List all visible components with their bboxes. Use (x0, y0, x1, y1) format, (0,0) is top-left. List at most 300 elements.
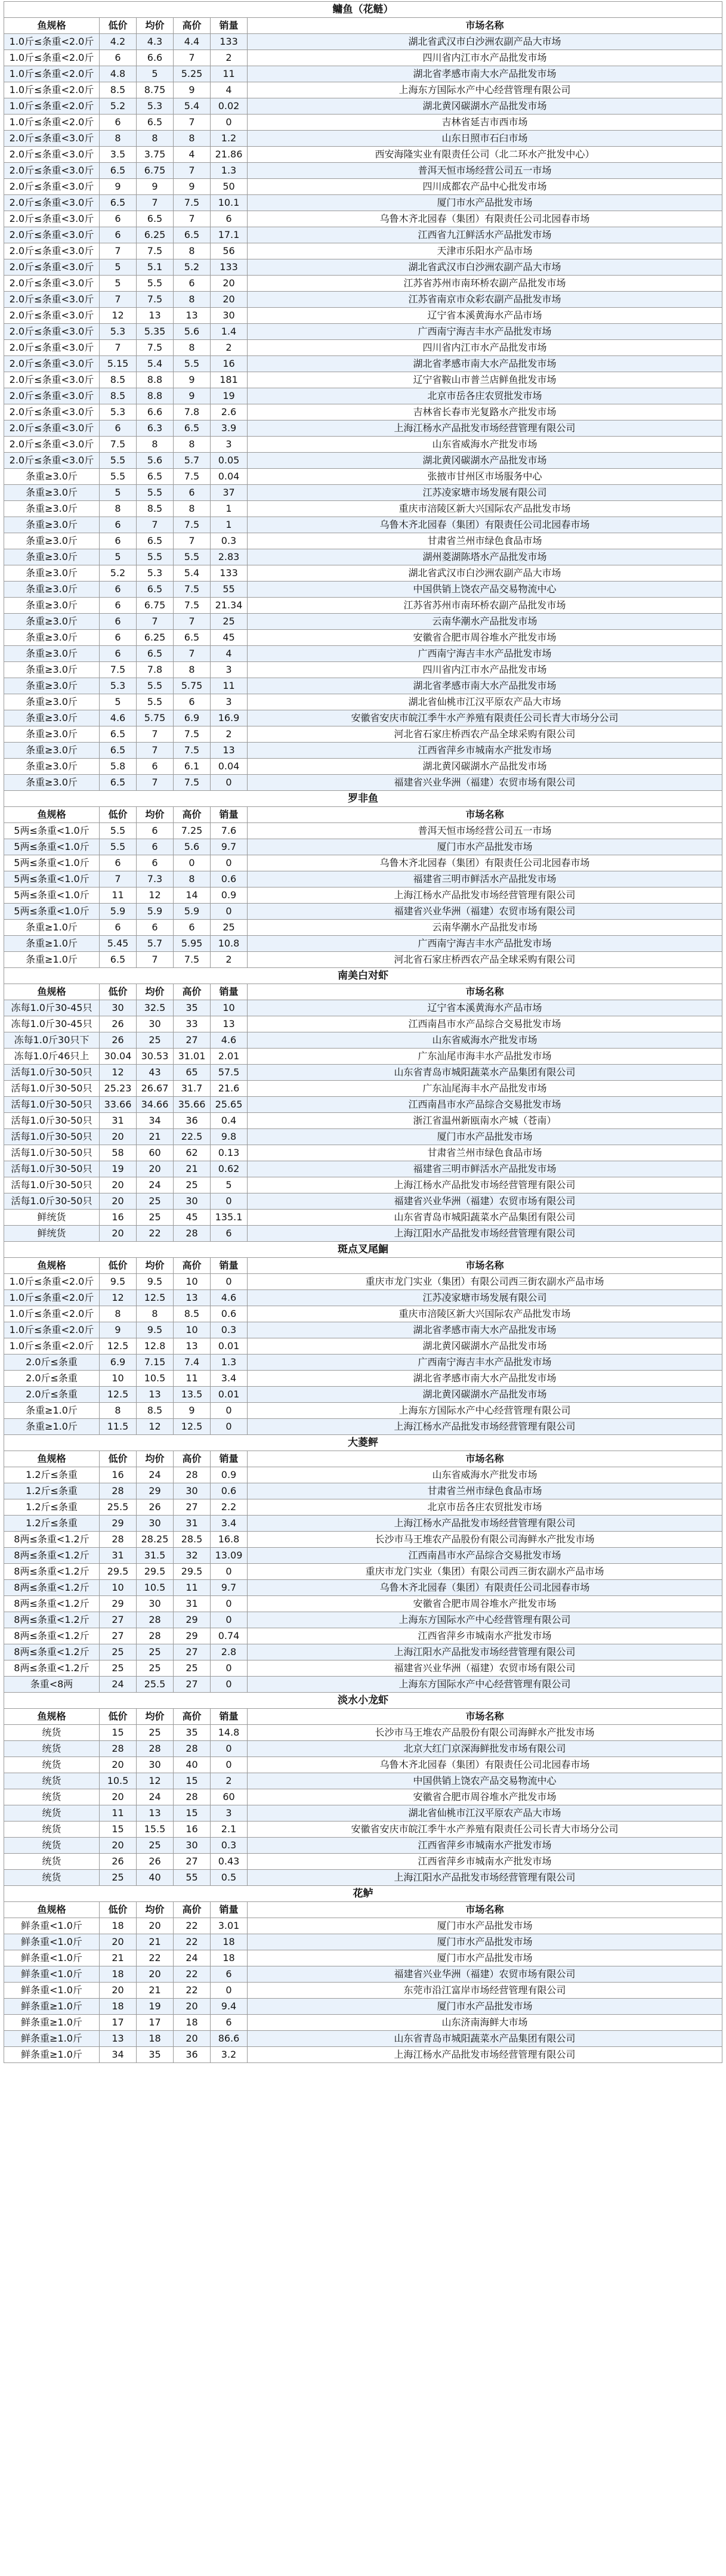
spec-cell: 1.0斤≤条重<2.0斤 (4, 1306, 100, 1322)
high-price-cell: 28 (174, 1467, 211, 1483)
column-header-volume: 销量 (211, 18, 248, 34)
high-price-cell: 8 (174, 501, 211, 517)
spec-cell: 1.0斤≤条重<2.0斤 (4, 1290, 100, 1306)
section-title-row (4, 791, 722, 807)
market-name-cell: 长沙市马王堆农产品股份有限公司海鲜水产批发市场 (248, 1532, 722, 1548)
spec-cell: 鲜条重<1.0斤 (4, 1950, 100, 1966)
low-price-cell: 10 (100, 1580, 137, 1596)
volume-cell: 30 (211, 308, 248, 324)
market-name-cell: 江西省萍乡市城南水产批发市场 (248, 1628, 722, 1644)
market-name-cell: 湖北省武汉市白沙洲农副产品大市场 (248, 259, 722, 276)
high-price-cell: 7.5 (174, 726, 211, 743)
volume-cell: 13.09 (211, 1548, 248, 1564)
low-price-cell: 8.5 (100, 388, 137, 404)
low-price-cell: 20 (100, 1129, 137, 1145)
avg-price-cell: 24 (137, 1467, 174, 1483)
volume-cell: 0.6 (211, 1306, 248, 1322)
avg-price-cell: 9 (137, 179, 174, 195)
column-header-low: 低价 (100, 1709, 137, 1725)
table-row (4, 1773, 722, 1789)
market-name-cell: 江西省萍乡市城南水产批发市场 (248, 743, 722, 759)
volume-cell: 50 (211, 179, 248, 195)
avg-price-cell: 34 (137, 1113, 174, 1129)
market-name-cell: 甘肃省兰州市绿色食品市场 (248, 1483, 722, 1499)
avg-price-cell: 6.75 (137, 163, 174, 179)
high-price-cell: 28 (174, 1226, 211, 1242)
high-price-cell: 13 (174, 1290, 211, 1306)
low-price-cell: 8.5 (100, 82, 137, 98)
spec-cell: 活每1.0斤30-50只 (4, 1113, 100, 1129)
low-price-cell: 5 (100, 549, 137, 565)
avg-price-cell: 28.25 (137, 1532, 174, 1548)
volume-cell: 14.8 (211, 1725, 248, 1741)
low-price-cell: 33.66 (100, 1097, 137, 1113)
market-name-cell: 乌鲁木齐北园春（集团）有限责任公司北园春市场 (248, 211, 722, 227)
market-name-cell: 湖州菱湖陈塔水产品批发市场 (248, 549, 722, 565)
volume-cell: 133 (211, 259, 248, 276)
spec-cell: 条重≥1.0斤 (4, 920, 100, 936)
high-price-cell: 65 (174, 1065, 211, 1081)
market-name-cell: 云南华潮水产品批发市场 (248, 920, 722, 936)
table-row (4, 1548, 722, 1564)
volume-cell: 6 (211, 211, 248, 227)
low-price-cell: 9 (100, 1322, 137, 1338)
volume-cell: 11 (211, 66, 248, 82)
spec-cell: 条重≥3.0斤 (4, 646, 100, 662)
market-name-cell: 重庆市涪陵区新大兴国际农产品批发市场 (248, 1306, 722, 1322)
spec-cell: 8两≤条重<1.2斤 (4, 1612, 100, 1628)
column-header-avg: 均价 (137, 807, 174, 823)
high-price-cell: 7 (174, 163, 211, 179)
low-price-cell: 4.6 (100, 710, 137, 726)
volume-cell: 9.4 (211, 1999, 248, 2015)
low-price-cell: 6 (100, 50, 137, 66)
volume-cell: 3.9 (211, 420, 248, 437)
low-price-cell: 27 (100, 1628, 137, 1644)
high-price-cell: 4 (174, 147, 211, 163)
market-name-cell: 厦门市水产品批发市场 (248, 1999, 722, 2015)
spec-cell: 2.0斤≤条重<3.0斤 (4, 324, 100, 340)
table-row (4, 1355, 722, 1371)
high-price-cell: 28.5 (174, 1532, 211, 1548)
table-row (4, 1660, 722, 1677)
table-row (4, 420, 722, 437)
volume-cell: 0 (211, 1757, 248, 1773)
market-name-cell: 湖北省孝感市南大水产品批发市场 (248, 1322, 722, 1338)
column-header-spec: 鱼规格 (4, 984, 100, 1000)
high-price-cell: 8 (174, 437, 211, 453)
spec-cell: 冻每1.0斤30-45只 (4, 1000, 100, 1016)
header-row (4, 1709, 722, 1725)
column-header-spec: 鱼规格 (4, 807, 100, 823)
avg-price-cell: 25 (137, 1193, 174, 1210)
avg-price-cell: 6.6 (137, 50, 174, 66)
market-name-cell: 山东省青岛市城阳蔬菜水产品集团有限公司 (248, 1065, 722, 1081)
table-row (4, 614, 722, 630)
avg-price-cell: 10.5 (137, 1371, 174, 1387)
spec-cell: 冻每1.0斤30只下 (4, 1032, 100, 1049)
spec-cell: 1.0斤≤条重<2.0斤 (4, 115, 100, 131)
low-price-cell: 20 (100, 1226, 137, 1242)
market-name-cell: 西安海隆实业有限责任公司（北二环水产批发中心） (248, 147, 722, 163)
low-price-cell: 6.5 (100, 726, 137, 743)
section-title: 花鲈 (4, 1886, 722, 1902)
spec-cell: 条重≥3.0斤 (4, 533, 100, 549)
low-price-cell: 5.8 (100, 759, 137, 775)
volume-cell: 2.2 (211, 1499, 248, 1516)
high-price-cell: 7 (174, 646, 211, 662)
table-row (4, 1516, 722, 1532)
avg-price-cell: 22 (137, 1950, 174, 1966)
volume-cell: 9.7 (211, 839, 248, 855)
high-price-cell: 27 (174, 1032, 211, 1049)
volume-cell: 0.01 (211, 1338, 248, 1355)
spec-cell: 条重≥3.0斤 (4, 469, 100, 485)
volume-cell: 0.4 (211, 1113, 248, 1129)
low-price-cell: 6.5 (100, 163, 137, 179)
low-price-cell: 20 (100, 1838, 137, 1854)
high-price-cell: 5.2 (174, 259, 211, 276)
spec-cell: 鲜条重≥1.0斤 (4, 2015, 100, 2031)
section-title: 鳙鱼（花鲢） (4, 2, 722, 18)
market-name-cell: 乌鲁木齐北园春（集团）有限责任公司北园春市场 (248, 517, 722, 533)
spec-cell: 8两≤条重<1.2斤 (4, 1596, 100, 1612)
avg-price-cell: 31.5 (137, 1548, 174, 1564)
low-price-cell: 6.5 (100, 195, 137, 211)
volume-cell: 2.6 (211, 404, 248, 420)
low-price-cell: 30 (100, 1000, 137, 1016)
spec-cell: 条重≥3.0斤 (4, 694, 100, 710)
market-name-cell: 湖北黄冈碳湖水产品批发市场 (248, 98, 722, 115)
avg-price-cell: 28 (137, 1741, 174, 1757)
volume-cell: 3.4 (211, 1516, 248, 1532)
column-header-high: 高价 (174, 984, 211, 1000)
low-price-cell: 6 (100, 582, 137, 598)
table-row (4, 163, 722, 179)
volume-cell: 0.6 (211, 1483, 248, 1499)
table-row (4, 211, 722, 227)
spec-cell: 8两≤条重<1.2斤 (4, 1548, 100, 1564)
low-price-cell: 15 (100, 1725, 137, 1741)
market-name-cell: 江苏凌家塘市场发展有限公司 (248, 1290, 722, 1306)
low-price-cell: 31 (100, 1113, 137, 1129)
high-price-cell: 13.5 (174, 1387, 211, 1403)
avg-price-cell: 5.3 (137, 98, 174, 115)
spec-cell: 8两≤条重<1.2斤 (4, 1532, 100, 1548)
table-row (4, 469, 722, 485)
spec-cell: 条重≥3.0斤 (4, 582, 100, 598)
market-name-cell: 张掖市甘州区市场服务中心 (248, 469, 722, 485)
high-price-cell: 13 (174, 1338, 211, 1355)
column-header-low: 低价 (100, 18, 137, 34)
spec-cell: 条重≥3.0斤 (4, 775, 100, 791)
high-price-cell: 6 (174, 485, 211, 501)
market-name-cell: 湖北省孝感市南大水产品批发市场 (248, 356, 722, 372)
volume-cell: 11 (211, 678, 248, 694)
market-name-cell: 湖北黄冈碳湖水产品批发市场 (248, 759, 722, 775)
high-price-cell: 31 (174, 1596, 211, 1612)
avg-price-cell: 5.6 (137, 453, 174, 469)
spec-cell: 2.0斤≤条重<3.0斤 (4, 243, 100, 259)
avg-price-cell: 34.66 (137, 1097, 174, 1113)
avg-price-cell: 25 (137, 1725, 174, 1741)
high-price-cell: 18 (174, 2015, 211, 2031)
table-row (4, 1226, 722, 1242)
high-price-cell: 6 (174, 694, 211, 710)
spec-cell: 1.0斤≤条重<2.0斤 (4, 34, 100, 50)
market-name-cell: 安徽省安庆市皖江季牛水产养殖有限责任公司长青大市场分公司 (248, 1822, 722, 1838)
column-header-avg: 均价 (137, 1258, 174, 1274)
column-header-market: 市场名称 (248, 1709, 722, 1725)
table-row (4, 759, 722, 775)
volume-cell: 16 (211, 356, 248, 372)
column-header-volume: 销量 (211, 807, 248, 823)
market-name-cell: 上海江杨水产品批发市场经营管理有限公司 (248, 2047, 722, 2063)
spec-cell: 2.0斤≤条重<3.0斤 (4, 453, 100, 469)
table-row (4, 565, 722, 582)
low-price-cell: 6 (100, 420, 137, 437)
low-price-cell: 5.5 (100, 823, 137, 839)
volume-cell: 21.6 (211, 1081, 248, 1097)
spec-cell: 2.0斤≤条重<3.0斤 (4, 195, 100, 211)
section-title-row (4, 1693, 722, 1709)
high-price-cell: 7 (174, 50, 211, 66)
market-name-cell: 上海江阳水产品批发市场经营管理有限公司 (248, 1870, 722, 1886)
market-name-cell: 江苏省南京市众彩农副产品批发市场 (248, 292, 722, 308)
avg-price-cell: 12 (137, 887, 174, 904)
avg-price-cell: 6.5 (137, 115, 174, 131)
column-header-spec: 鱼规格 (4, 18, 100, 34)
volume-cell: 2 (211, 952, 248, 968)
low-price-cell: 25 (100, 1660, 137, 1677)
table-row (4, 1870, 722, 1886)
table-row (4, 1032, 722, 1049)
volume-cell: 0 (211, 1596, 248, 1612)
spec-cell: 条重≥1.0斤 (4, 952, 100, 968)
high-price-cell: 6.5 (174, 227, 211, 243)
avg-price-cell: 13 (137, 1805, 174, 1822)
spec-cell: 2.0斤≤条重<3.0斤 (4, 292, 100, 308)
table-row (4, 1789, 722, 1805)
avg-price-cell: 35 (137, 2047, 174, 2063)
avg-price-cell: 7.5 (137, 243, 174, 259)
avg-price-cell: 9.5 (137, 1322, 174, 1338)
high-price-cell: 55 (174, 1870, 211, 1886)
section-title: 淡水小龙虾 (4, 1693, 722, 1709)
table-row (4, 308, 722, 324)
table-row (4, 485, 722, 501)
avg-price-cell: 12 (137, 1419, 174, 1435)
low-price-cell: 15 (100, 1822, 137, 1838)
low-price-cell: 34 (100, 2047, 137, 2063)
avg-price-cell: 6.5 (137, 533, 174, 549)
avg-price-cell: 17 (137, 2015, 174, 2031)
avg-price-cell: 9.5 (137, 1274, 174, 1290)
avg-price-cell: 21 (137, 1983, 174, 1999)
market-name-cell: 安徽省合肥市周谷堆水产批发市场 (248, 1596, 722, 1612)
spec-cell: 1.0斤≤条重<2.0斤 (4, 1322, 100, 1338)
table-row (4, 1644, 722, 1660)
avg-price-cell: 5.5 (137, 485, 174, 501)
avg-price-cell: 30 (137, 1596, 174, 1612)
table-row (4, 743, 722, 759)
high-price-cell: 7.8 (174, 404, 211, 420)
column-header-market: 市场名称 (248, 984, 722, 1000)
table-row (4, 662, 722, 678)
column-header-low: 低价 (100, 1451, 137, 1467)
spec-cell: 5两≤条重<1.0斤 (4, 871, 100, 887)
market-name-cell: 中国供销上饶农产品交易物流中心 (248, 582, 722, 598)
spec-cell: 冻每1.0斤30-45只 (4, 1016, 100, 1032)
avg-price-cell: 43 (137, 1065, 174, 1081)
table-row (4, 1338, 722, 1355)
avg-price-cell: 26 (137, 1499, 174, 1516)
low-price-cell: 20 (100, 1193, 137, 1210)
market-name-cell: 天津市乐阳水产品市场 (248, 243, 722, 259)
market-name-cell: 江西省九江鲜活水产品批发市场 (248, 227, 722, 243)
high-price-cell: 7.4 (174, 1355, 211, 1371)
market-name-cell: 河北省石家庄桥西农产品全球采购有限公司 (248, 726, 722, 743)
volume-cell: 0 (211, 1983, 248, 1999)
volume-cell: 0 (211, 1564, 248, 1580)
table-row (4, 1049, 722, 1065)
table-row (4, 1838, 722, 1854)
market-name-cell: 厦门市水产品批发市场 (248, 1934, 722, 1950)
market-name-cell: 上海江杨水产品批发市场经营管理有限公司 (248, 887, 722, 904)
column-header-market: 市场名称 (248, 18, 722, 34)
table-row (4, 920, 722, 936)
market-name-cell: 四川成都农产品中心批发市场 (248, 179, 722, 195)
market-name-cell: 湖北黄冈碳湖水产品批发市场 (248, 1387, 722, 1403)
market-name-cell: 上海江杨水产品批发市场经营管理有限公司 (248, 1177, 722, 1193)
volume-cell: 0 (211, 1403, 248, 1419)
low-price-cell: 12.5 (100, 1338, 137, 1355)
avg-price-cell: 25 (137, 1644, 174, 1660)
market-name-cell: 乌鲁木齐北园春（集团）有限责任公司北园春市场 (248, 1580, 722, 1596)
table-row (4, 726, 722, 743)
volume-cell: 45 (211, 630, 248, 646)
low-price-cell: 6 (100, 517, 137, 533)
avg-price-cell: 6 (137, 855, 174, 871)
avg-price-cell: 6.6 (137, 404, 174, 420)
table-row (4, 1822, 722, 1838)
table-row (4, 1628, 722, 1644)
column-header-high: 高价 (174, 1451, 211, 1467)
spec-cell: 2.0斤≤条重 (4, 1387, 100, 1403)
column-header-high: 高价 (174, 807, 211, 823)
avg-price-cell: 15.5 (137, 1822, 174, 1838)
spec-cell: 1.2斤≤条重 (4, 1467, 100, 1483)
column-header-market: 市场名称 (248, 1902, 722, 1918)
volume-cell: 0.3 (211, 1838, 248, 1854)
high-price-cell: 10 (174, 1274, 211, 1290)
volume-cell: 1.4 (211, 324, 248, 340)
high-price-cell: 29.5 (174, 1564, 211, 1580)
low-price-cell: 26 (100, 1016, 137, 1032)
table-row (4, 1677, 722, 1693)
avg-price-cell: 6.5 (137, 646, 174, 662)
market-name-cell: 云南华潮水产品批发市场 (248, 614, 722, 630)
volume-cell: 2.83 (211, 549, 248, 565)
volume-cell: 55 (211, 582, 248, 598)
spec-cell: 统货 (4, 1757, 100, 1773)
section-title: 斑点叉尾鮰 (4, 1242, 722, 1258)
low-price-cell: 25 (100, 1870, 137, 1886)
high-price-cell: 7.5 (174, 517, 211, 533)
market-name-cell: 厦门市水产品批发市场 (248, 1950, 722, 1966)
low-price-cell: 6 (100, 211, 137, 227)
spec-cell: 条重≥3.0斤 (4, 501, 100, 517)
high-price-cell: 7.25 (174, 823, 211, 839)
avg-price-cell: 13 (137, 308, 174, 324)
spec-cell: 活每1.0斤30-50只 (4, 1129, 100, 1145)
spec-cell: 2.0斤≤条重<3.0斤 (4, 437, 100, 453)
avg-price-cell: 5.5 (137, 276, 174, 292)
high-price-cell: 28 (174, 1789, 211, 1805)
table-row (4, 227, 722, 243)
avg-price-cell: 7 (137, 952, 174, 968)
table-row (4, 1306, 722, 1322)
market-name-cell: 吉林省延吉市西市场 (248, 115, 722, 131)
column-header-high: 高价 (174, 1709, 211, 1725)
table-row (4, 1210, 722, 1226)
market-name-cell: 上海东方国际水产中心经营管理有限公司 (248, 1403, 722, 1419)
avg-price-cell: 28 (137, 1628, 174, 1644)
spec-cell: 统货 (4, 1870, 100, 1886)
avg-price-cell: 8 (137, 131, 174, 147)
high-price-cell: 8 (174, 292, 211, 308)
volume-cell: 57.5 (211, 1065, 248, 1081)
avg-price-cell: 12.8 (137, 1338, 174, 1355)
table-row (4, 131, 722, 147)
low-price-cell: 31 (100, 1548, 137, 1564)
avg-price-cell: 7 (137, 743, 174, 759)
market-name-cell: 安徽省合肥市周谷堆水产批发市场 (248, 630, 722, 646)
avg-price-cell: 5.5 (137, 694, 174, 710)
table-row (4, 1322, 722, 1338)
low-price-cell: 7 (100, 292, 137, 308)
avg-price-cell: 19 (137, 1999, 174, 2015)
low-price-cell: 9.5 (100, 1274, 137, 1290)
column-header-volume: 销量 (211, 1258, 248, 1274)
market-name-cell: 上海东方国际水产中心经营管理有限公司 (248, 82, 722, 98)
table-row (4, 501, 722, 517)
table-row (4, 1403, 722, 1419)
high-price-cell: 45 (174, 1210, 211, 1226)
market-name-cell: 四川省内江市水产品批发市场 (248, 50, 722, 66)
low-price-cell: 30.04 (100, 1049, 137, 1065)
market-name-cell: 四川省内江市水产品批发市场 (248, 662, 722, 678)
low-price-cell: 7.5 (100, 437, 137, 453)
market-name-cell: 湖北省武汉市白沙洲农副产品大市场 (248, 565, 722, 582)
spec-cell: 活每1.0斤30-50只 (4, 1177, 100, 1193)
high-price-cell: 22 (174, 1966, 211, 1983)
table-row (4, 2015, 722, 2031)
avg-price-cell: 29.5 (137, 1564, 174, 1580)
avg-price-cell: 30 (137, 1016, 174, 1032)
high-price-cell: 30 (174, 1483, 211, 1499)
market-name-cell: 河北省石家庄桥西农产品全球采购有限公司 (248, 952, 722, 968)
avg-price-cell: 5.7 (137, 936, 174, 952)
avg-price-cell: 5.4 (137, 356, 174, 372)
table-row (4, 1612, 722, 1628)
high-price-cell: 5.25 (174, 66, 211, 82)
volume-cell: 3.4 (211, 1371, 248, 1387)
low-price-cell: 27 (100, 1612, 137, 1628)
low-price-cell: 7 (100, 871, 137, 887)
avg-price-cell: 8.75 (137, 82, 174, 98)
table-row (4, 147, 722, 163)
